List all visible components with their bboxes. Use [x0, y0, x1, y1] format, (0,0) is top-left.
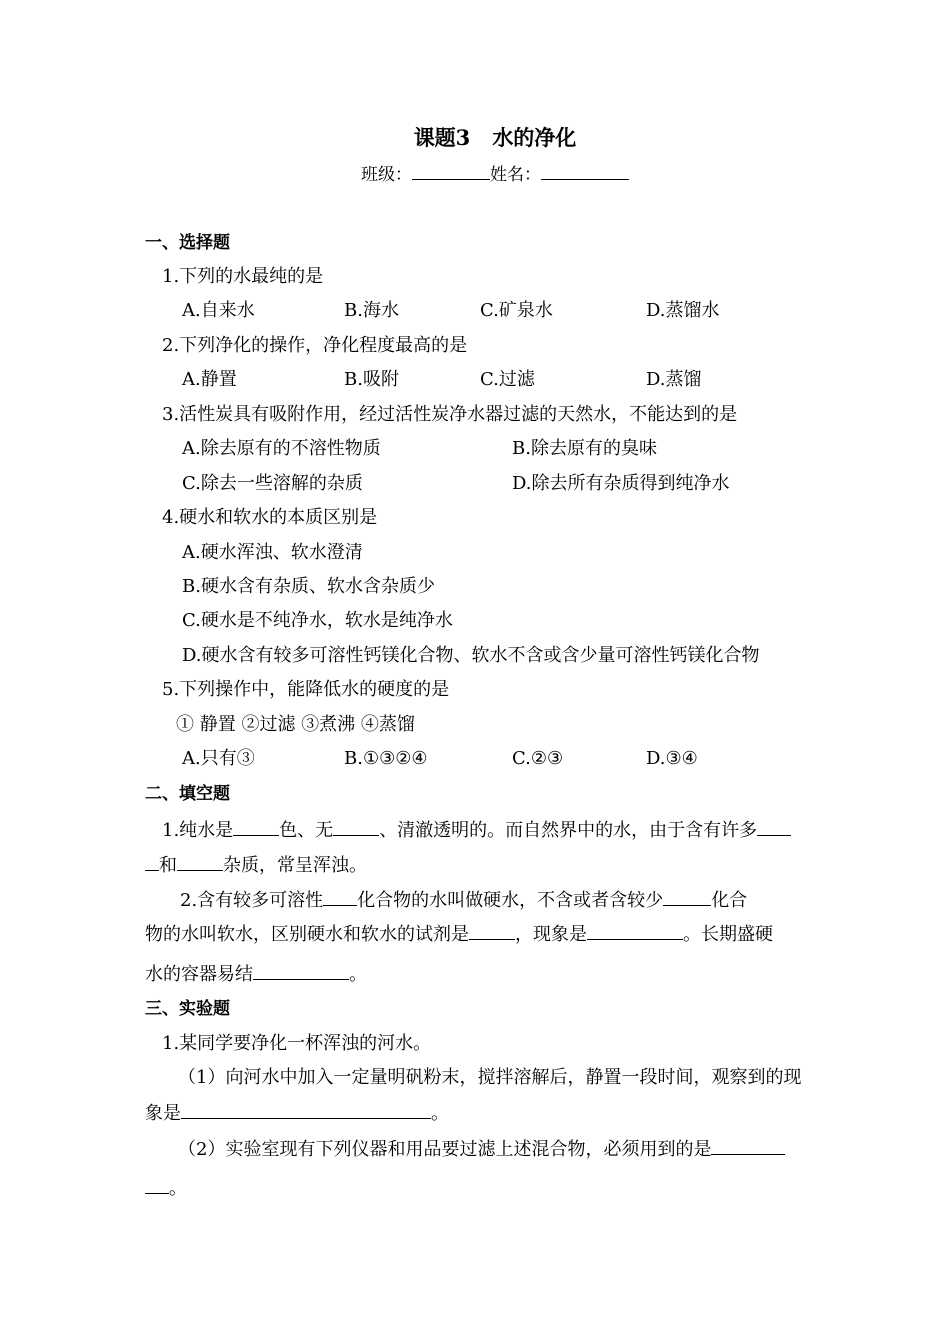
- exp-q1-sub1-text: 象是: [145, 1103, 181, 1124]
- fill-q1-text-3: 、清澈透明的。而自然界中的水，由于含有许多: [379, 820, 758, 841]
- name-blank[interactable]: [541, 162, 629, 180]
- q1-stem: 1.下列的水最纯的是: [162, 266, 324, 287]
- q3-stem: 3.活性炭具有吸附作用，经过活性炭净水器过滤的天然水，不能达到的是: [162, 404, 738, 425]
- exp-q1-stem: 1.某同学要净化一杯浑浊的河水。: [162, 1033, 432, 1054]
- fill-q2-blank-4[interactable]: [587, 922, 683, 940]
- q3-option-b[interactable]: B.除去原有的臭味: [512, 438, 657, 459]
- fill-q2-blank-1[interactable]: [323, 888, 357, 906]
- fill-q2-text-2: 化合物的水叫做硬水，不含或者含较少: [357, 890, 664, 911]
- fill-q1-line2: [145, 853, 367, 878]
- fill-q2-blank-3[interactable]: [469, 922, 515, 940]
- q1-option-d[interactable]: D.蒸馏水: [646, 300, 720, 321]
- fill-q2-text-4: 物的水叫软水，区别硬水和软水的试剂是: [145, 924, 469, 945]
- q2-stem: 2.下列净化的操作，净化程度最高的是: [162, 335, 468, 356]
- exp-q1-sub2-blank-cont[interactable]: [145, 1176, 169, 1194]
- fill-q1-blank-4[interactable]: [177, 853, 223, 871]
- exp-q1-sub1-line2: [145, 1101, 449, 1126]
- fill-q1-line1: [162, 818, 791, 843]
- fill-q1-text-1: 1.纯水是: [162, 820, 234, 841]
- q2-option-c[interactable]: C.过滤: [480, 369, 535, 390]
- exp-q1-sub2-blank[interactable]: [711, 1137, 785, 1155]
- q4-option-b[interactable]: B.硬水含有杂质、软水含杂质少: [182, 576, 435, 597]
- fill-q2-text-7: 水的容器易结: [145, 964, 253, 985]
- class-blank[interactable]: [412, 162, 490, 180]
- q5-option-d[interactable]: D.③④: [646, 748, 698, 769]
- title-main: 水的净化: [492, 125, 577, 150]
- q2-option-a[interactable]: A.静置: [182, 369, 237, 390]
- q4-option-d[interactable]: D.硬水含有较多可溶性钙镁化合物、软水不含或含少量可溶性钙镁化合物: [182, 645, 760, 666]
- fill-q2-text-8: 。: [349, 964, 367, 985]
- exp-q1-sub2-line1: [178, 1137, 785, 1162]
- fill-q2-text-6: 。长期盛硬: [683, 924, 773, 945]
- fill-q1-blank-2[interactable]: [333, 818, 379, 836]
- fill-q1-blank-1[interactable]: [233, 818, 279, 836]
- q4-option-c[interactable]: C.硬水是不纯净水，软水是纯净水: [182, 610, 453, 631]
- q2-option-b[interactable]: B.吸附: [344, 369, 399, 390]
- exp-q1-sub2-line2: [145, 1176, 187, 1201]
- title-prefix: 课题3: [413, 125, 471, 150]
- q3-option-c[interactable]: C.除去一些溶解的杂质: [182, 473, 363, 494]
- exp-q1-sub1-end: 。: [431, 1103, 449, 1124]
- fill-q2-blank-2[interactable]: [663, 888, 711, 906]
- fill-q2-text-1: 2.含有较多可溶性: [180, 890, 324, 911]
- section-heading-experiment: 三、实验题: [145, 999, 230, 1019]
- q4-stem: 4.硬水和软水的本质区别是: [162, 507, 378, 528]
- exp-q1-sub2-text: （2）实验室现有下列仪器和用品要过滤上述混合物，必须用到的是: [178, 1139, 712, 1160]
- fill-q1-blank-3[interactable]: [757, 818, 791, 836]
- q4-option-a[interactable]: A.硬水浑浊、软水澄清: [182, 542, 363, 563]
- fill-q2-line3: [145, 962, 367, 987]
- q5-stem: 5.下列操作中，能降低水的硬度的是: [162, 679, 450, 700]
- fill-q2-blank-5[interactable]: [253, 962, 349, 980]
- exp-q1-sub1-blank[interactable]: [181, 1101, 431, 1119]
- fill-q1-text-4: 和: [159, 855, 177, 876]
- q1-option-a[interactable]: A.自来水: [182, 300, 255, 321]
- q3-option-d[interactable]: D.除去所有杂质得到纯净水: [512, 473, 730, 494]
- q2-option-d[interactable]: D.蒸馏: [646, 369, 702, 390]
- fill-q2-text-3: 化合: [711, 890, 748, 911]
- q5-option-b[interactable]: B.①③②④: [344, 748, 428, 769]
- q3-option-a[interactable]: A.除去原有的不溶性物质: [182, 438, 381, 459]
- q5-items: ① 静置 ②过滤 ③煮沸 ④蒸馏: [176, 714, 415, 735]
- fill-q1-blank-3-cont[interactable]: [145, 853, 159, 871]
- section-heading-fill: 二、填空题: [145, 784, 230, 804]
- fill-q2-line1: [180, 888, 747, 913]
- q1-option-c[interactable]: C.矿泉水: [480, 300, 553, 321]
- exp-q1-sub1-line1: （1）向河水中加入一定量明矾粉末，搅拌溶解后，静置一段时间，观察到的现: [178, 1067, 802, 1088]
- q1-option-b[interactable]: B.海水: [344, 300, 399, 321]
- name-label: 姓名：: [490, 165, 541, 185]
- student-info: [0, 162, 950, 187]
- page-title: [0, 124, 950, 152]
- fill-q2-text-5: ，现象是: [515, 924, 587, 945]
- class-label: 班级：: [361, 165, 412, 185]
- q5-option-a[interactable]: A.只有③: [182, 748, 255, 769]
- fill-q1-text-2: 色、无: [279, 820, 334, 841]
- section-heading-choice: 一、选择题: [145, 233, 230, 253]
- exp-q1-sub2-end: 。: [169, 1178, 187, 1199]
- fill-q1-text-5: 杂质，常呈浑浊。: [223, 855, 367, 876]
- q5-option-c[interactable]: C.②③: [512, 748, 564, 769]
- fill-q2-line2: [145, 922, 773, 947]
